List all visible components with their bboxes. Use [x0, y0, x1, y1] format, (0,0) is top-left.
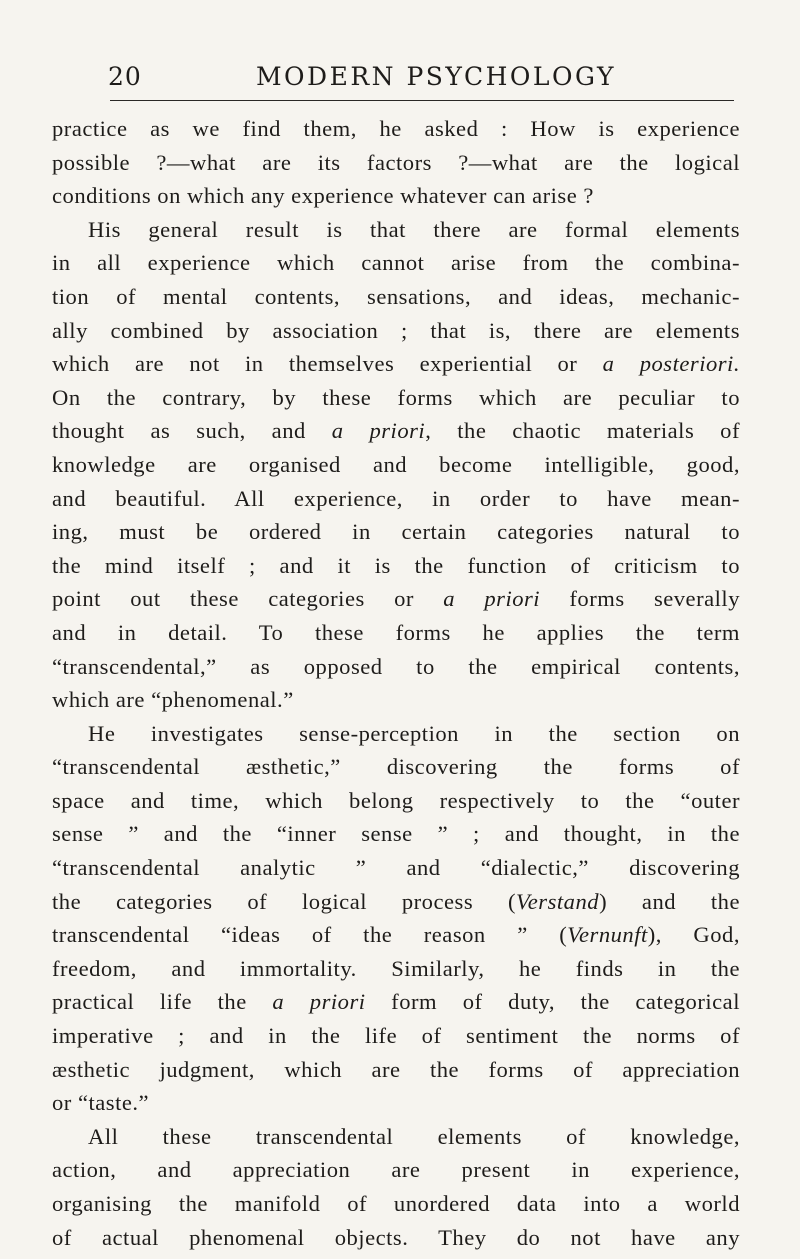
text-line: the mind itself ; and it is the function of criticism to — [52, 552, 740, 578]
text-line: ally combined by association ; that is, there are elements — [52, 317, 740, 343]
text-line: which are “phenomenal.” — [52, 687, 294, 713]
text-line: “transcendental,” as opposed to the empirical contents, — [52, 653, 740, 679]
text-line: All these transcendental elements of knowledge, — [88, 1123, 740, 1149]
text-line: His general result is that there are formal elements — [88, 216, 740, 242]
text-line: organising the manifold of unordered data into a world — [52, 1191, 740, 1216]
text-line: “transcendental analytic ” and “dialectic,” discovering — [52, 855, 740, 881]
italic-term: a priori — [443, 586, 541, 612]
text-line: practice as we find them, he asked : How is experience — [52, 116, 740, 141]
text-line: tion of mental contents, sensations, and ideas, mechanic- — [52, 283, 740, 309]
text-line: conditions on which any experience whatever can arise ? — [52, 183, 594, 209]
text-line: possible ?—what are its factors ?—what are the logical — [52, 149, 740, 175]
text-line: ing, must be ordered in certain categories natural to — [52, 519, 740, 545]
text-line: On the contrary, by these forms which are peculiar to — [52, 384, 740, 410]
italic-term: a posteriori. — [602, 351, 740, 377]
text-line: transcendental “ideas of the reason ” (Vernunft), God, — [52, 922, 740, 948]
text-line: imperative ; and in the life of sentiment the norms of — [52, 1023, 740, 1049]
italic-term: Verstand — [515, 888, 600, 914]
text-line: the categories of logical process (Verstand) and the — [52, 888, 740, 914]
body-text — [52, 112, 740, 1254]
text-line: practical life the a priori form of duty, the categorical — [52, 989, 740, 1015]
text-line: point out these categories or a priori forms severally — [52, 586, 740, 612]
header-rule — [110, 100, 734, 101]
text-line: or “taste.” — [52, 1090, 150, 1116]
text-line: æsthetic judgment, which are the forms of appreciation — [52, 1056, 740, 1082]
text-line: and beautiful. All experience, in order to have mean- — [52, 485, 740, 511]
text-line: and in detail. To these forms he applies the term — [52, 619, 740, 645]
text-line: of actual phenomenal objects. They do not have any — [52, 1224, 740, 1250]
italic-term: a priori — [272, 989, 366, 1015]
italic-term: a priori — [331, 418, 426, 444]
italic-term: Vernunft — [567, 922, 648, 948]
text-line: sense ” and the “inner sense ” ; and thought, in the — [52, 821, 740, 847]
page-number: 20 — [108, 62, 142, 91]
text-line: in all experience which cannot arise from the combina- — [52, 250, 740, 276]
text-line: space and time, which belong respectively to the “outer — [52, 787, 740, 813]
text-line: freedom, and immortality. Similarly, he finds in the — [52, 955, 740, 981]
text-line: “transcendental æsthetic,” discovering the forms of — [52, 754, 740, 780]
text-line: knowledge are organised and become intelligible, good, — [52, 451, 740, 477]
header-title: MODERN PSYCHOLOGY — [255, 62, 617, 91]
running-head — [108, 62, 734, 102]
text-line: thought as such, and a priori, the chaotic materials of — [52, 418, 740, 444]
text-line: He investigates sense-perception in the section on — [88, 720, 740, 746]
text-line: which are not in themselves experiential or a posteriori. — [52, 351, 740, 377]
text-line: action, and appreciation are present in experience, — [52, 1157, 740, 1183]
